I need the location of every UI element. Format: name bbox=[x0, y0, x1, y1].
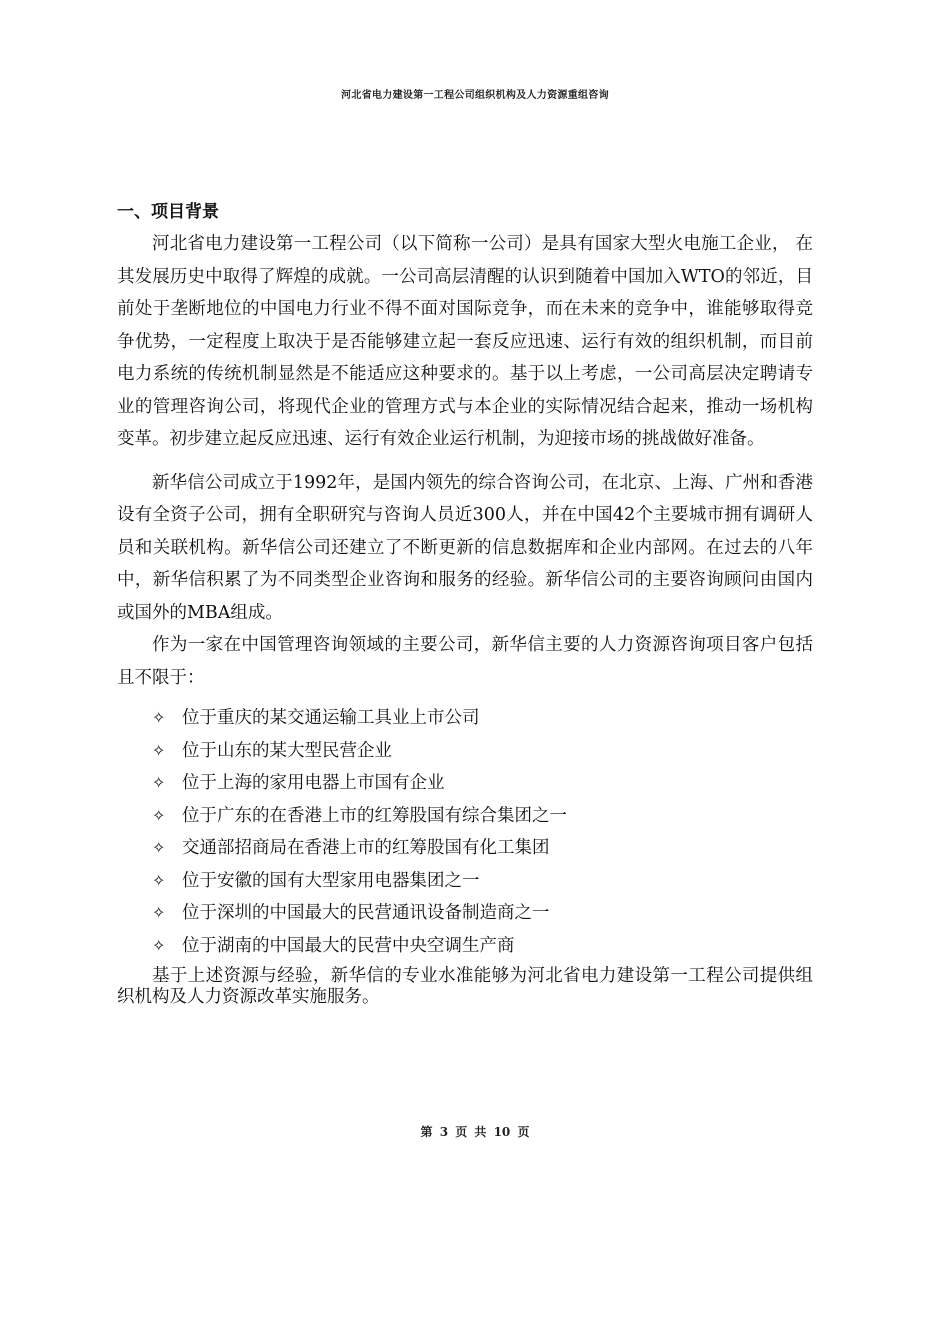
diamond-bullet-icon: ✧ bbox=[152, 935, 166, 955]
list-item-text: 位于广东的在香港上市的红筹股国有综合集团之一 bbox=[182, 805, 567, 826]
diamond-bullet-icon: ✧ bbox=[152, 708, 166, 727]
list-item-text: 交通部招商局在香港上市的红筹股国有化工集团 bbox=[182, 838, 550, 858]
diamond-bullet-icon: ✧ bbox=[152, 903, 166, 922]
list-item-text: 位于重庆的某交通运输工具业上市公司 bbox=[182, 708, 480, 728]
list-item-text: 位于上海的家用电器上市国有企业 bbox=[182, 773, 445, 793]
diamond-bullet-icon: ✧ bbox=[152, 773, 166, 792]
diamond-bullet-icon: ✧ bbox=[152, 870, 166, 890]
diamond-bullet-icon: ✧ bbox=[152, 805, 166, 825]
list-item bbox=[152, 735, 813, 768]
paragraph-background: 河北省电力建设第一工程公司（以下简称一公司）是具有国家大型火电施工企业， 在其发展历史中取得了辉煌的成就。一公司高层清醒的认识到随着中国加入WTO的邻近，目前处于垄断地位的中国电力行业不得不面对国际竞争，而在未来的竞争中，谁能够取得竞争优势，一定程度上取决于是否能够建立起一套反应迅速、运行有效的组织机制，而目前电力系统的传统机制显然是不能适应这种要求的。基于以上考虑，一公司高层决定聘请专业的管理咨询公司，将现代企业的管理方式与本企业的实际情况结合起来，推动一场机构变革。初步建立起反应迅速、运行有效企业运行机制，为迎接市场的挑战做好准备。 bbox=[117, 234, 813, 449]
list-item-text: 位于深圳的中国最大的民营通讯设备制造商之一 bbox=[182, 903, 550, 923]
list-item bbox=[152, 865, 813, 898]
list-item bbox=[152, 897, 813, 930]
client-list bbox=[117, 702, 813, 962]
document-body bbox=[117, 196, 813, 1008]
list-item-text: 位于安徽的国有大型家用电器集团之一 bbox=[182, 870, 480, 891]
section-heading: 一、项目背景 bbox=[117, 202, 219, 222]
diamond-bullet-icon: ✧ bbox=[152, 838, 166, 857]
list-item-text: 位于山东的某大型民营企业 bbox=[182, 740, 392, 761]
page-number: 第 3 页 共 10 页 bbox=[420, 1125, 530, 1139]
list-item bbox=[152, 767, 813, 800]
paragraph-closing: 基于上述资源与经验，新华信的专业水准能够为河北省电力建设第一工程公司提供组织机构及人力资源改革实施服务。 bbox=[117, 966, 813, 1007]
diamond-bullet-icon: ✧ bbox=[152, 740, 166, 760]
running-header: 河北省电力建设第一工程公司组织机构及人力资源重组咨询 bbox=[341, 90, 609, 101]
list-item bbox=[152, 832, 813, 865]
paragraph-clients-intro: 作为一家在中国管理咨询领域的主要公司，新华信主要的人力资源咨询项目客户包括且不限于： bbox=[117, 635, 813, 688]
list-item-text: 位于湖南的中国最大的民营中央空调生产商 bbox=[182, 935, 515, 956]
list-item bbox=[152, 702, 813, 735]
list-item bbox=[152, 800, 813, 833]
list-item bbox=[152, 930, 813, 963]
paragraph-company-intro: 新华信公司成立于1992年，是国内领先的综合咨询公司，在北京、上海、广州和香港设有全资子公司，拥有全职研究与咨询人员近300人，并在中国42个主要城市拥有调研人员和关联机构。新华信公司还建立了不断更新的信息数据库和企业内部网。在过去的八年中，新华信积累了为不同类型企业咨询和服务的经验。新华信公司的主要咨询顾问由国内或国外的MBA组成。 bbox=[117, 472, 813, 623]
